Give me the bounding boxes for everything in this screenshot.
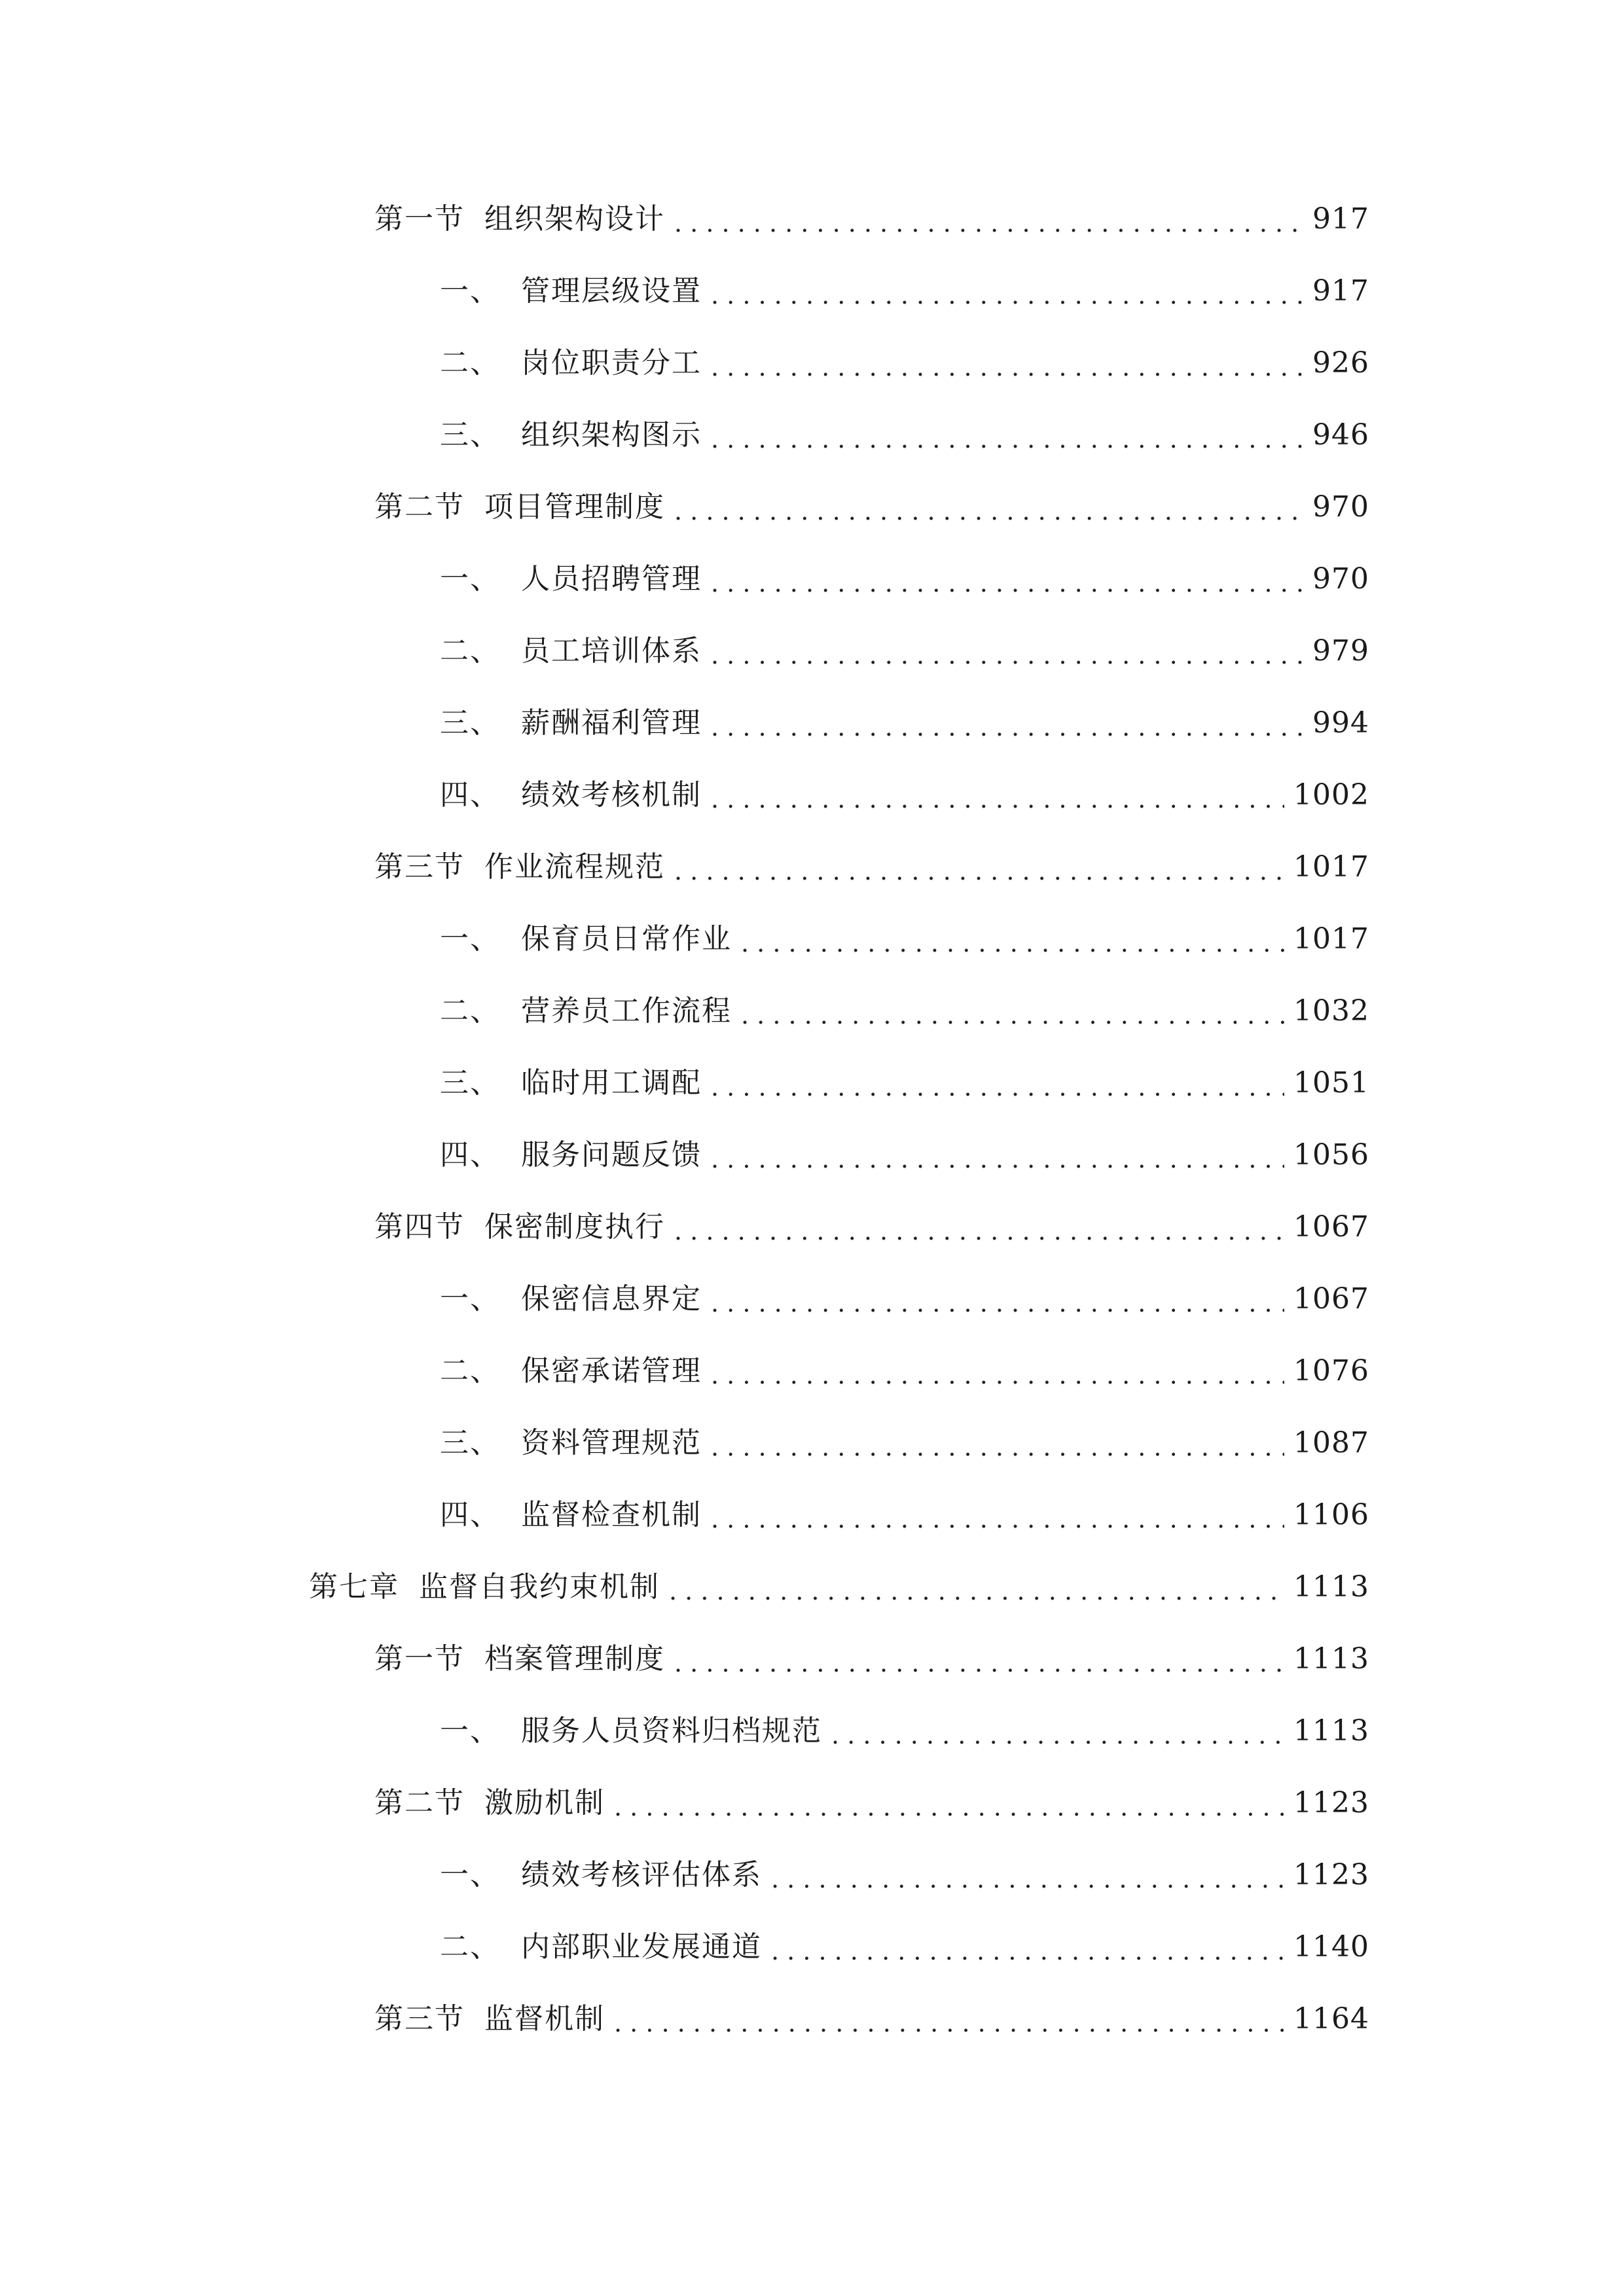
dot-leader [741, 992, 1284, 1038]
toc-entry[interactable] [374, 1204, 1369, 1250]
toc-entry[interactable] [440, 1420, 1369, 1466]
toc-entry-title: 岗位职责分工 [521, 346, 702, 380]
toc-entry-title: 档案管理制度 [484, 1642, 665, 1676]
toc-entry[interactable] [440, 1708, 1369, 1754]
toc-entry[interactable] [440, 628, 1369, 674]
dot-leader [741, 920, 1284, 966]
toc-entry-prefix: 三、 [440, 706, 500, 740]
dot-leader [669, 1568, 1284, 1614]
dot-leader [711, 1496, 1284, 1542]
toc-entry-title: 临时用工调配 [521, 1066, 702, 1100]
toc-entry[interactable] [440, 340, 1369, 386]
toc-entry-page: 1076 [1293, 1354, 1369, 1388]
dot-leader [711, 1136, 1284, 1182]
toc-entry-prefix: 第一节 [374, 1642, 465, 1676]
toc-entry[interactable] [440, 916, 1369, 962]
dot-leader [674, 200, 1303, 246]
toc-entry-title: 服务人员资料归档规范 [521, 1714, 822, 1748]
toc-entry-page: 1123 [1293, 1786, 1369, 1820]
toc-entry-page: 970 [1312, 490, 1369, 524]
toc-entry-title: 薪酬福利管理 [521, 706, 702, 740]
dot-leader [711, 344, 1303, 390]
toc-entry[interactable] [440, 1852, 1369, 1898]
toc-entry-prefix: 四、 [440, 778, 500, 812]
toc-entry-page: 1017 [1293, 850, 1369, 884]
toc-entry-title: 项目管理制度 [484, 490, 665, 524]
toc-entry[interactable] [374, 1996, 1369, 2042]
dot-leader [711, 1352, 1284, 1398]
toc-entry-prefix: 四、 [440, 1138, 500, 1172]
toc-entry[interactable] [374, 1636, 1369, 1682]
toc-entry-prefix: 三、 [440, 418, 500, 452]
toc-entry-page: 979 [1312, 634, 1369, 668]
dot-leader [711, 776, 1284, 822]
toc-entry-prefix: 第四节 [374, 1210, 465, 1244]
toc-entry-title: 资料管理规范 [521, 1426, 702, 1460]
toc-entry-page: 994 [1312, 706, 1369, 740]
toc-entry-title: 激励机制 [484, 1786, 605, 1820]
toc-entry[interactable] [309, 1564, 1369, 1610]
toc-entry-page: 1087 [1293, 1426, 1369, 1460]
toc-entry-prefix: 一、 [440, 1282, 500, 1316]
dot-leader [711, 1280, 1284, 1326]
toc-entry-title: 组织架构图示 [521, 418, 702, 452]
toc-entry-title: 内部职业发展通道 [521, 1930, 762, 1964]
toc-entry-page: 1113 [1293, 1642, 1369, 1676]
toc-entry-prefix: 第一节 [374, 202, 465, 236]
toc-entry-title: 保密制度执行 [484, 1210, 665, 1244]
toc-entry[interactable] [440, 556, 1369, 602]
toc-entry-prefix: 第三节 [374, 2002, 465, 2036]
toc-entry-page: 1106 [1293, 1498, 1369, 1532]
toc-entry-page: 1067 [1293, 1282, 1369, 1316]
toc-entry-title: 营养员工作流程 [521, 994, 732, 1028]
toc-entry-title: 员工培训体系 [521, 634, 702, 668]
toc-entry-prefix: 第二节 [374, 490, 465, 524]
toc-entry-title: 服务问题反馈 [521, 1138, 702, 1172]
dot-leader [711, 416, 1303, 462]
toc-entry-prefix: 一、 [440, 922, 500, 956]
toc-entry[interactable] [440, 268, 1369, 314]
dot-leader [771, 1928, 1284, 1974]
toc-entry-prefix: 一、 [440, 1714, 500, 1748]
toc-entry-prefix: 二、 [440, 994, 500, 1028]
toc-entry[interactable] [440, 1276, 1369, 1322]
toc-entry-title: 管理层级设置 [521, 274, 702, 308]
toc-entry[interactable] [374, 484, 1369, 530]
toc-entry[interactable] [440, 772, 1369, 818]
dot-leader [711, 1424, 1284, 1470]
toc-entry-prefix: 三、 [440, 1426, 500, 1460]
dot-leader [711, 632, 1303, 678]
toc-entry-title: 绩效考核机制 [521, 778, 702, 812]
toc-entry-page: 1067 [1293, 1210, 1369, 1244]
toc-entry-page: 1051 [1293, 1066, 1369, 1100]
toc-entry-page: 970 [1312, 562, 1369, 596]
toc-entry-page: 1032 [1293, 994, 1369, 1028]
toc-entry-prefix: 二、 [440, 346, 500, 380]
toc-entry-page: 1113 [1293, 1570, 1369, 1604]
toc-entry-prefix: 一、 [440, 274, 500, 308]
toc-entry-title: 组织架构设计 [484, 202, 665, 236]
dot-leader [674, 1640, 1284, 1686]
toc-entry-prefix: 二、 [440, 1354, 500, 1388]
toc-entry-page: 1002 [1293, 778, 1369, 812]
dot-leader [614, 2000, 1284, 2046]
toc-entry-page: 946 [1312, 418, 1369, 452]
toc-entry[interactable] [374, 844, 1369, 890]
toc-entry-page: 1123 [1293, 1858, 1369, 1892]
dot-leader [614, 1784, 1284, 1830]
dot-leader [711, 272, 1303, 318]
toc-entry[interactable] [374, 196, 1369, 242]
toc-entry-title: 监督检查机制 [521, 1498, 702, 1532]
toc-entry-prefix: 四、 [440, 1498, 500, 1532]
toc-entry[interactable] [440, 1060, 1369, 1106]
toc-entry[interactable] [440, 412, 1369, 458]
toc-entry-page: 1017 [1293, 922, 1369, 956]
toc-entry[interactable] [374, 1780, 1369, 1826]
toc-entry-title: 作业流程规范 [484, 850, 665, 884]
toc-entry-prefix: 三、 [440, 1066, 500, 1100]
dot-leader [711, 1064, 1284, 1110]
dot-leader [771, 1856, 1284, 1902]
toc-entry-title: 人员招聘管理 [521, 562, 702, 596]
toc-entry-prefix: 第二节 [374, 1786, 465, 1820]
toc-entry-page: 1056 [1293, 1138, 1369, 1172]
toc-entry[interactable] [440, 1132, 1369, 1178]
dot-leader [674, 848, 1284, 894]
toc-entry[interactable] [440, 1924, 1369, 1970]
toc-entry-page: 1164 [1293, 2002, 1369, 2036]
toc-entry-title: 保密信息界定 [521, 1282, 702, 1316]
toc-entry[interactable] [440, 988, 1369, 1034]
dot-leader [674, 1208, 1284, 1254]
toc-entry-title: 保育员日常作业 [521, 922, 732, 956]
dot-leader [674, 488, 1303, 534]
toc-entry-page: 1140 [1293, 1930, 1369, 1964]
toc-entry[interactable] [440, 700, 1369, 746]
dot-leader [711, 704, 1303, 750]
toc-entry[interactable] [440, 1348, 1369, 1394]
toc-entry[interactable] [440, 1492, 1369, 1538]
toc-entry-title: 保密承诺管理 [521, 1354, 702, 1388]
toc-entry-prefix: 第三节 [374, 850, 465, 884]
toc-entry-prefix: 第七章 [309, 1570, 399, 1604]
toc-entry-title: 监督机制 [484, 2002, 605, 2036]
dot-leader [831, 1712, 1284, 1758]
dot-leader [711, 560, 1303, 606]
toc-entry-title: 监督自我约束机制 [419, 1570, 660, 1604]
toc-entry-prefix: 二、 [440, 634, 500, 668]
toc-entry-prefix: 一、 [440, 1858, 500, 1892]
toc-entry-page: 917 [1312, 202, 1369, 236]
toc-entry-page: 926 [1312, 346, 1369, 380]
toc-entry-title: 绩效考核评估体系 [521, 1858, 762, 1892]
toc-entry-page: 1113 [1293, 1714, 1369, 1748]
toc-entry-prefix: 一、 [440, 562, 500, 596]
toc-entry-prefix: 二、 [440, 1930, 500, 1964]
toc-entry-page: 917 [1312, 274, 1369, 308]
